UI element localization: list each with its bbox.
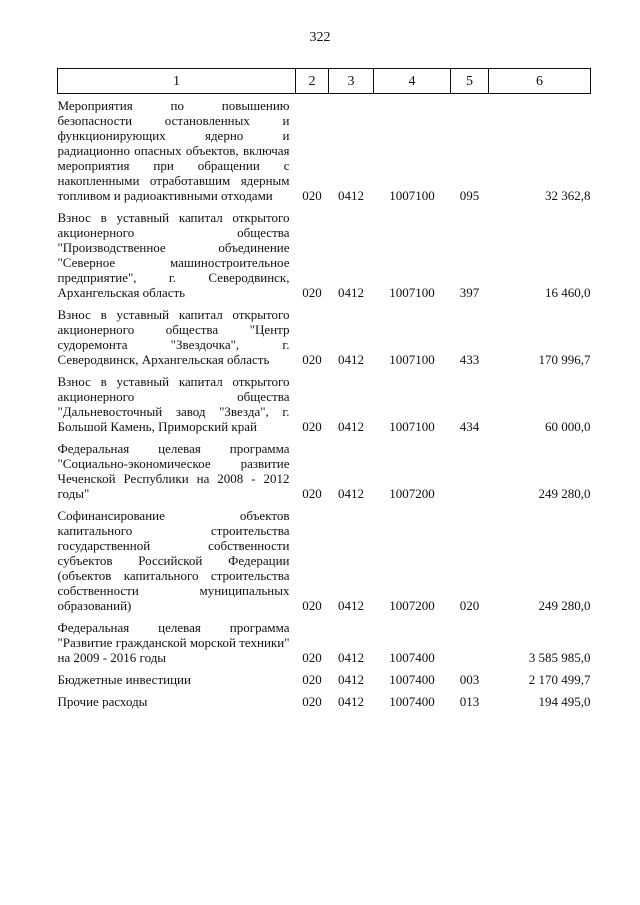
table-row (58, 434, 591, 501)
table-row (58, 94, 591, 204)
row-subsection-code: 0412 (338, 650, 364, 665)
row-name: Взнос в уставный капитал открытого акционерного общества "Производственное объединение "Северное машиностроительное предприятие", г. Северодвинск, Архангельская область (57, 210, 290, 300)
row-expense-type-code: 397 (459, 285, 480, 300)
row-expense-type-code (451, 434, 489, 501)
row-section-code: 020 (302, 188, 322, 203)
row-target-article-code: 1007100 (389, 285, 435, 300)
row-subsection-code: 0412 (338, 694, 364, 709)
row-amount: 60 000,0 (545, 419, 591, 434)
row-section-code: 020 (302, 650, 322, 665)
header-col-3: 3 (329, 69, 374, 94)
header-col-4: 4 (374, 69, 451, 94)
table-row (58, 300, 591, 367)
row-amount: 2 170 499,7 (528, 672, 591, 687)
row-subsection-code: 0412 (338, 188, 364, 203)
row-section-code: 020 (302, 672, 322, 687)
table-row (58, 613, 591, 665)
row-name: Бюджетные инвестиции (57, 672, 191, 687)
table-row (58, 687, 591, 709)
row-amount: 32 362,8 (545, 188, 591, 203)
row-target-article-code: 1007200 (389, 598, 435, 613)
row-expense-type-code (451, 613, 489, 665)
row-section-code: 020 (302, 285, 322, 300)
row-subsection-code: 0412 (338, 285, 364, 300)
row-section-code: 020 (302, 419, 322, 434)
header-col-1: 1 (58, 69, 296, 94)
row-section-code: 020 (302, 352, 322, 367)
row-amount: 194 495,0 (538, 694, 591, 709)
row-subsection-code: 0412 (338, 352, 364, 367)
row-subsection-code: 0412 (338, 672, 364, 687)
row-amount: 170 996,7 (538, 352, 591, 367)
row-subsection-code: 0412 (338, 419, 364, 434)
row-target-article-code: 1007400 (389, 672, 435, 687)
row-target-article-code: 1007400 (389, 650, 435, 665)
header-col-6: 6 (489, 69, 591, 94)
row-expense-type-code: 003 (459, 672, 480, 687)
row-name: Взнос в уставный капитал открытого акционерного общества "Центр судоремонта "Звездочка", г. Северодвинск, Архангельская область (57, 307, 290, 367)
table-row (58, 501, 591, 613)
header-row (58, 69, 591, 94)
row-target-article-code: 1007400 (389, 694, 435, 709)
row-target-article-code: 1007200 (389, 486, 435, 501)
row-expense-type-code: 433 (459, 352, 480, 367)
row-amount: 16 460,0 (545, 285, 591, 300)
row-name: Мероприятия по повышению безопасности остановленных и функционирующих ядерно и радиационно опасных объектов, включая мероприятия при обращении с накопленными отработавшим ядерным топливом и радиоактивными отходами (57, 98, 290, 203)
row-section-code: 020 (302, 598, 322, 613)
row-name: Софинансирование объектов капитального строительства государственной собственности субъектов Российской Федерации (объектов капитального строительства собственности муниципальных образований) (57, 508, 290, 613)
row-subsection-code: 0412 (338, 598, 364, 613)
row-subsection-code: 0412 (338, 486, 364, 501)
row-name: Прочие расходы (57, 694, 148, 709)
row-amount: 249 280,0 (538, 598, 591, 613)
row-target-article-code: 1007100 (389, 188, 435, 203)
row-name: Федеральная целевая программа "Социально-экономическое развитие Чеченской Республики на 2008 - 2012 годы" (57, 441, 290, 501)
row-expense-type-code: 095 (459, 188, 480, 203)
table-row (58, 665, 591, 687)
row-amount: 3 585 985,0 (528, 650, 591, 665)
page-number: 322 (309, 30, 331, 45)
header-col-2: 2 (296, 69, 329, 94)
row-expense-type-code: 013 (459, 694, 480, 709)
budget-table (57, 68, 591, 709)
row-section-code: 020 (302, 694, 322, 709)
row-expense-type-code: 434 (459, 419, 480, 434)
row-amount: 249 280,0 (538, 486, 591, 501)
row-section-code: 020 (302, 486, 322, 501)
table-row (58, 367, 591, 434)
row-name: Взнос в уставный капитал открытого акционерного общества "Дальневосточный завод "Звезда", г. Большой Камень, Приморский край (57, 374, 290, 434)
row-expense-type-code: 020 (459, 598, 480, 613)
row-target-article-code: 1007100 (389, 352, 435, 367)
row-target-article-code: 1007100 (389, 419, 435, 434)
table-row (58, 203, 591, 300)
row-name: Федеральная целевая программа "Развитие гражданской морской техники" на 2009 - 2016 годы (57, 620, 290, 665)
header-col-5: 5 (451, 69, 489, 94)
